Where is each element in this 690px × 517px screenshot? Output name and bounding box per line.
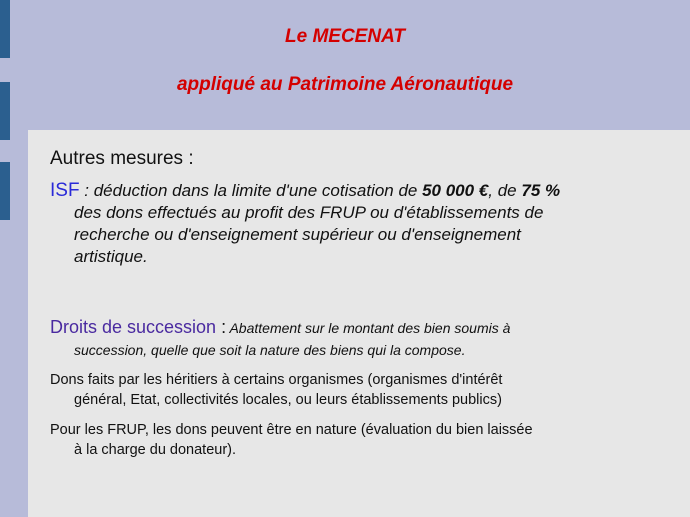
droits-text-1: Abattement sur le montant des bien soumis à xyxy=(226,320,511,336)
isf-paragraph xyxy=(50,180,650,268)
isf-text-1: : déduction dans la limite d'une cotisation de xyxy=(79,181,423,200)
decorative-bar-bottom xyxy=(0,162,10,220)
isf-text-3: recherche ou d'enseignement supérieur ou d'enseignement xyxy=(74,225,521,244)
dons-paragraph xyxy=(50,370,650,410)
dons-line-2: général, Etat, collectivités locales, ou leurs établissements publics) xyxy=(74,392,502,408)
isf-percent: 75 % xyxy=(521,181,561,200)
slide-subtitle: appliqué au Patrimoine Aéronautique xyxy=(176,74,514,95)
isf-text-4: artistique. xyxy=(74,247,148,266)
dons-line-1: Dons faits par les héritiers à certains organismes (organismes d'intérêt xyxy=(50,372,503,388)
isf-amount: 50 000 € xyxy=(422,181,489,200)
frup-line-1: Pour les FRUP, les dons peuvent être en nature (évaluation du bien laissée xyxy=(50,422,533,438)
content-panel xyxy=(28,130,690,517)
droits-paragraph xyxy=(50,316,650,361)
slide-title: Le MECENAT xyxy=(285,26,405,47)
isf-text-2: des dons effectués au profit des FRUP ou d'établissements de xyxy=(74,203,544,222)
droits-colon: : xyxy=(216,317,227,337)
isf-text-mid: , de xyxy=(488,181,522,200)
frup-line-2: à la charge du donateur). xyxy=(74,442,237,458)
frup-paragraph xyxy=(50,420,650,460)
isf-label: ISF xyxy=(50,180,80,201)
droits-label: Droits de succession xyxy=(50,317,217,337)
section-heading: Autres mesures : xyxy=(50,148,194,169)
droits-text-2: succession, quelle que soit la nature des biens qui la compose. xyxy=(74,342,466,358)
